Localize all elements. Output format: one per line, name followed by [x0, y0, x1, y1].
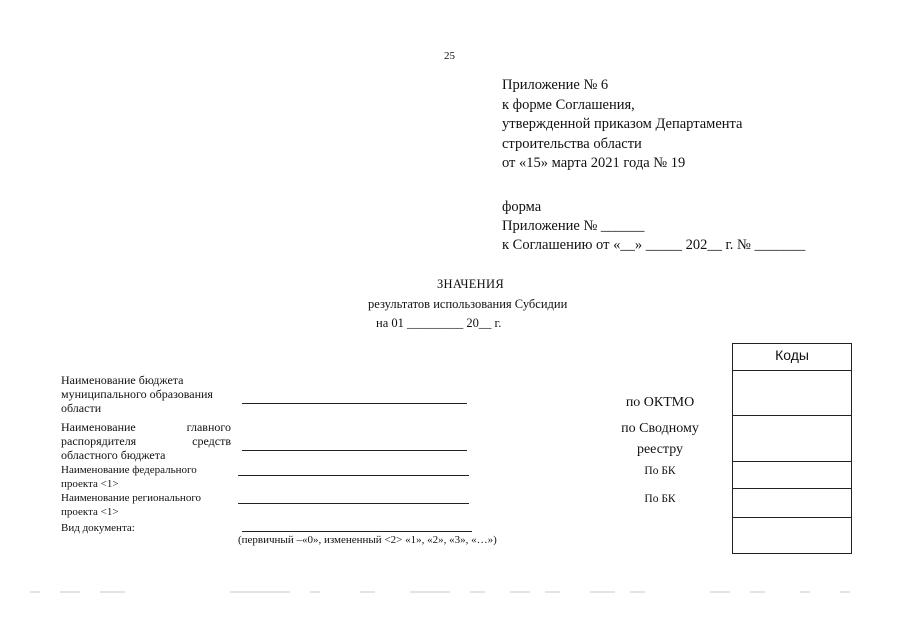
doc-type-code-cell[interactable]	[733, 518, 851, 553]
appendix-line: от «15» марта 2021 года № 19	[502, 155, 686, 171]
budget-name-label	[61, 373, 236, 415]
federal-project-field[interactable]	[238, 475, 469, 476]
label-line: областного бюджета	[61, 448, 166, 462]
label-line: области	[61, 401, 102, 415]
doc-type-label: Вид документа:	[61, 522, 135, 534]
doc-type-hint: (первичный –«0», измененный <2> «1», «2», «3», «…»)	[238, 534, 497, 546]
regional-project-label	[61, 492, 221, 519]
label-line: Наименование федерального	[61, 464, 197, 476]
label-word: средств	[192, 434, 231, 448]
form-line: форма	[502, 199, 542, 215]
label-line: проекта <1>	[61, 505, 119, 518]
bk-code-cell-2[interactable]	[733, 489, 851, 518]
label-line: проекта <1>	[61, 477, 119, 490]
federal-project-label	[61, 464, 221, 491]
appendix-line: утвержденной приказом Департамента	[502, 116, 743, 132]
oktmo-code-cell[interactable]	[733, 371, 851, 416]
manager-name-label	[61, 420, 231, 462]
codes-table	[732, 343, 852, 554]
manager-name-field[interactable]	[242, 450, 467, 451]
document-title: ЗНАЧЕНИЯ	[437, 277, 504, 291]
registry-label	[600, 418, 720, 460]
appendix-header	[502, 76, 743, 174]
registry-code-cell[interactable]	[733, 416, 851, 462]
report-date-line: на 01 _________ 20__ г.	[376, 316, 502, 330]
form-line: Приложение № ______	[502, 218, 645, 234]
bk-label-1: По БК	[644, 465, 676, 477]
label-line: муниципального образования	[61, 387, 213, 401]
codes-header: Коды	[733, 344, 851, 371]
label-word: распорядителя	[61, 434, 137, 448]
appendix-line: Приложение № 6	[502, 77, 609, 93]
label-word: главного	[186, 420, 231, 434]
bk-label-2: По БК	[644, 493, 676, 505]
document-subtitle: результатов использования Субсидии	[368, 297, 568, 311]
page-number: 25	[444, 50, 455, 62]
oktmo-label: по ОКТМО	[625, 395, 695, 410]
appendix-line: к форме Соглашения,	[502, 96, 635, 113]
form-line: к Соглашению от «__» _____ 202__ г. № _______	[502, 237, 806, 253]
label-line: Наименование бюджета	[61, 373, 184, 387]
bk-code-cell-1[interactable]	[733, 462, 851, 489]
regional-project-field[interactable]	[238, 503, 469, 504]
label-line: реестру	[636, 442, 684, 457]
label-line: по Сводному	[621, 421, 699, 436]
form-block	[502, 198, 805, 255]
doc-type-field[interactable]	[242, 531, 472, 532]
label-line: Наименование регионального	[61, 492, 202, 504]
scan-artifact-line	[30, 590, 870, 594]
appendix-line: строительства области	[502, 135, 642, 152]
label-word: Наименование	[61, 420, 136, 434]
budget-name-field[interactable]	[242, 403, 467, 404]
